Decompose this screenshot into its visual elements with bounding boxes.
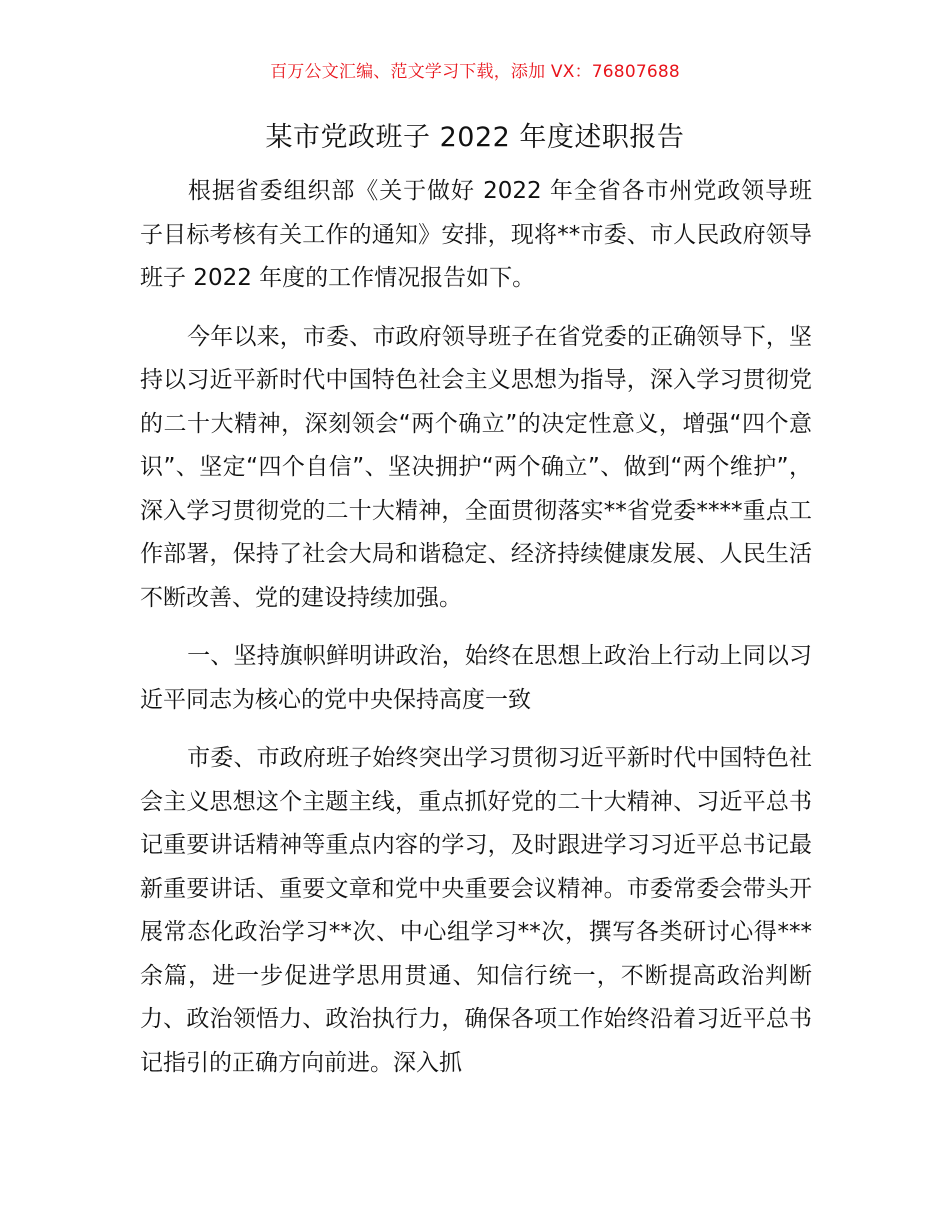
paragraph-section-1 xyxy=(140,737,812,1085)
paragraph-text: 今年以来，市委、市政府领导班子在省党委的正确领导下，坚持以习近平新时代中国特色社会主义思想为指导，深入学习贯彻党的二十大精神，深刻领会“两个确立”的决定性意义，增强“四个意识”、坚定“四个自信”、坚决拥护“两个确立”、做到“两个维护”，深入学习贯彻党的二十大精神，全面贯彻落实**省党委****重点工作部署，保持了社会大局和谐稳定、经济持续健康发展、人民生活不断改善、党的建设持续加强。 xyxy=(140,323,812,611)
watermark-header: 百万公文汇编、范文学习下载，添加 VX：76807688 xyxy=(270,62,680,82)
document-title: 某市党政班子 2022 年度述职报告 xyxy=(265,122,685,153)
paragraph-text: 一、坚持旗帜鲜明讲政治，始终在思想上政治上行动上同以习近平同志为核心的党中央保持高度一致 xyxy=(140,643,812,713)
paragraph-text: 根据省委组织部《关于做好 2022 年全省各市州党政领导班子目标考核有关工作的通知》安排，现将**市委、市人民政府领导班子 2022 年度的工作情况报告如下。 xyxy=(140,178,812,291)
paragraph-text: 市委、市政府班子始终突出学习贯彻习近平新时代中国特色社会主义思想这个主题主线，重点抓好党的二十大精神、习近平总书记重要讲话精神等重点内容的学习，及时跟进学习习近平总书记最新重要讲话、重要文章和党中央重要会议精神。市委常委会带头开展常态化政治学习**次、中心组学习**次，撰写各类研讨心得***余篇，进一步促进学思用贯通、知信行统一，不断提高政治判断力、政治领悟力、政治执行力，确保各项工作始终沿着习近平总书记指引的正确方向前进。深入抓 xyxy=(140,745,812,1076)
paragraph-overview xyxy=(140,316,812,621)
section-heading-1 xyxy=(140,635,812,722)
paragraph-intro xyxy=(140,170,812,301)
document-body xyxy=(140,170,812,1100)
